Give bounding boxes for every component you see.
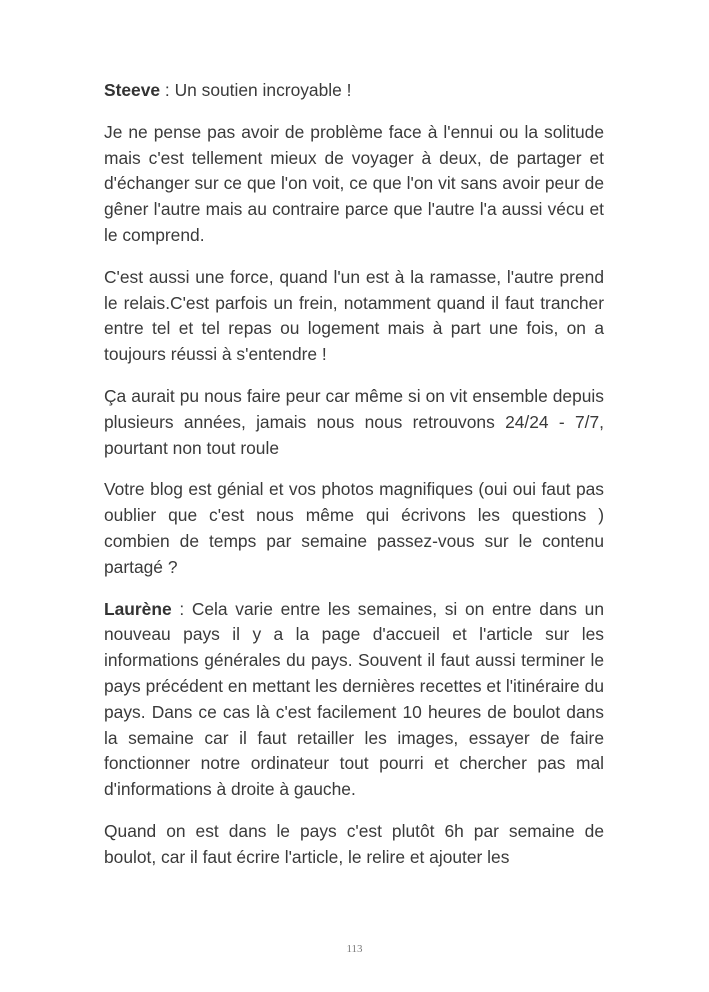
- paragraph-text: : Un soutien incroyable !: [160, 80, 352, 100]
- paragraph-text: Je ne pense pas avoir de problème face à l'ennui ou la solitude mais c'est tellement mieux de voyager à deux, de partager et d'échanger sur ce que l'on voit, ce que l'on vit sans avoir peur de gêner l'autre mais au contraire parce que l'autre l'a aussi vécu et le comprend.: [104, 121, 604, 245]
- page-number: 113: [346, 943, 363, 955]
- paragraph-steeve-intro: [104, 78, 604, 104]
- paragraph-laurene-answer: [104, 597, 604, 803]
- paragraph: [104, 819, 604, 871]
- paragraph-text: C'est aussi une force, quand l'un est à la ramasse, l'autre prend le relais.C'est parfois un frein, notamment quand il faut trancher entre tel et tel repas ou logement mais à part une fois, on a toujours réussi à s'entendre !: [104, 266, 604, 365]
- speaker-name: Laurène: [104, 598, 172, 619]
- paragraph-text: Ça aurait pu nous faire peur car même si on vit ensemble depuis plusieurs années, jamais nous nous retrouvons 24/24 - 7/7, pourtant non tout roule: [104, 385, 604, 458]
- paragraph-text: Votre blog est génial et vos photos magnifiques (oui oui faut pas oublier que c'est nous même qui écrivons les questions ) combien de temps par semaine passez-vous sur le contenu partagé ?: [104, 479, 604, 577]
- speaker-name: Steeve: [104, 80, 161, 100]
- paragraph: [104, 384, 604, 461]
- paragraph-question: [104, 477, 604, 580]
- paragraph: [104, 265, 604, 368]
- paragraph-text: Quand on est dans le pays c'est plutôt 6h par semaine de boulot, car il faut écrire l'article, le relire et ajouter les: [104, 820, 604, 867]
- paragraph-text: : Cela varie entre les semaines, si on entre dans un nouveau pays il y a la page d'accueil et l'article sur les informations générales du pays. Souvent il faut aussi terminer le pays précédent en mettant les dernières recettes et l'itinéraire du pays. Dans ce cas là c'est facilement 10 heures de boulot dans la semaine car il faut retailler les images, essayer de faire fonctionner notre ordinateur tout pourri et chercher pas mal d'informations à droite à gauche.: [104, 598, 604, 800]
- page-body: [104, 78, 604, 871]
- paragraph: [104, 120, 604, 249]
